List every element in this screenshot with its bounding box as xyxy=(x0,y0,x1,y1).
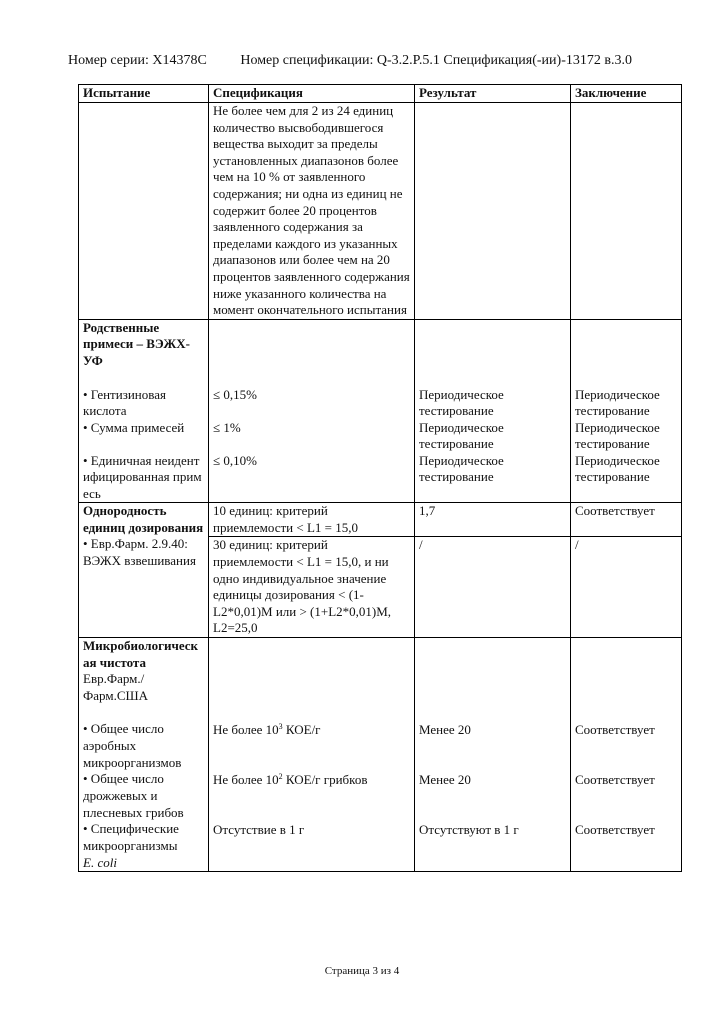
spec-cell: Не более чем для 2 из 24 единиц количество высвободившегося вещества выходит за пределы установленных диапазонов более чем на 10 % от заявленного содержания; ни одна из единиц не содержит более 20 процентов заявленного содержания за пределами каждого из указанных диапазонов или более чем на 20 процентов заявленного содержания ниже указанного количества на момент окончательного испытания xyxy=(209,103,415,320)
result-value: Периодическое тестирование xyxy=(419,419,504,452)
test-item: • Специфические микроорганизмы xyxy=(83,821,179,853)
test-title: Однородность единиц дозирования xyxy=(83,503,204,535)
test-cell xyxy=(79,638,209,872)
spec-cell xyxy=(209,319,415,503)
result-cell xyxy=(415,319,571,503)
spec-value: ≤ 0,10% xyxy=(213,452,257,468)
conclusion-cell xyxy=(571,638,682,872)
test-item: • Гентизиновая кислота xyxy=(83,386,166,419)
conclusion-cell: Соответствует xyxy=(571,503,682,537)
spec-value: ≤ 1% xyxy=(213,419,241,435)
result-cell: 1,7 xyxy=(415,503,571,537)
test-item: • Общее число дрожжевых и плесневых грибов xyxy=(83,771,184,820)
result-cell: / xyxy=(415,537,571,638)
column-header: Спецификация xyxy=(209,85,415,103)
spec-cell: 10 единиц: критерий приемлемости < L1 = 15,0 xyxy=(209,503,415,537)
organism-name: E. coli xyxy=(83,854,117,870)
table-header-row xyxy=(79,85,682,103)
test-method: Евр.Фарм./ Фарм.США xyxy=(83,671,148,703)
test-cell xyxy=(79,319,209,503)
column-header: Заключение xyxy=(571,85,682,103)
result-value: Периодическое тестирование xyxy=(419,452,504,485)
spec-value: Не более $10^2$ КОЕ/г грибков xyxy=(213,772,368,788)
test-cell xyxy=(79,503,209,638)
spec-value: Не более $10^3$ КОЕ/г xyxy=(213,722,321,738)
conclusion-value: Периодическое тестирование xyxy=(575,386,660,419)
conclusion-value: Соответствует xyxy=(575,772,655,788)
conclusion-value: Периодическое тестирование xyxy=(575,419,660,452)
specification-number: Номер спецификации: Q-3.2.P.5.1 Спецификация(-ии)-13172 в.3.0 xyxy=(240,53,632,68)
result-value: Отсутствуют в 1 г xyxy=(419,822,519,838)
spec-value: Отсутствие в 1 г xyxy=(213,822,305,838)
conclusion-cell xyxy=(571,319,682,503)
test-item: • Общее число аэробных микроорганизмов xyxy=(83,721,182,770)
table-row xyxy=(79,319,682,503)
conclusion-value: Соответствует xyxy=(575,822,655,838)
page-number: Страница 3 из 4 xyxy=(324,965,400,977)
table-row xyxy=(79,638,682,872)
test-item: • Единичная неидентифицированная примесь xyxy=(83,452,202,501)
spec-cell: 30 единиц: критерий приемлемости < L1 = 15,0, и ни одно индивидуальное значение единицы дозирования < (1-L2*0,01)M или > (1+L2*0,01)M, L2=25,0 xyxy=(209,537,415,638)
spec-cell xyxy=(209,638,415,872)
table-row xyxy=(79,103,682,320)
column-header: Испытание xyxy=(79,85,209,103)
spec-value: ≤ 0,15% xyxy=(213,386,257,402)
specification-table xyxy=(78,84,682,872)
table-row xyxy=(79,503,682,537)
batch-number: Номер серии: X14378C xyxy=(68,53,207,68)
page-header xyxy=(68,53,632,69)
result-cell xyxy=(415,638,571,872)
result-value: Менее 20 xyxy=(419,722,471,738)
conclusion-cell: / xyxy=(571,537,682,638)
test-method: • Евр.Фарм. 2.9.40: ВЭЖХ взвешивания xyxy=(83,536,196,569)
test-title: Родственные примеси – ВЭЖХ-УФ xyxy=(83,319,190,368)
test-item: • Сумма примесей xyxy=(83,419,185,435)
result-value: Периодическое тестирование xyxy=(419,386,504,419)
column-header: Результат xyxy=(415,85,571,103)
test-title: Микробиологическая чистота xyxy=(83,638,199,670)
conclusion-value: Соответствует xyxy=(575,722,655,738)
result-value: Менее 20 xyxy=(419,772,471,788)
conclusion-value: Периодическое тестирование xyxy=(575,452,660,485)
